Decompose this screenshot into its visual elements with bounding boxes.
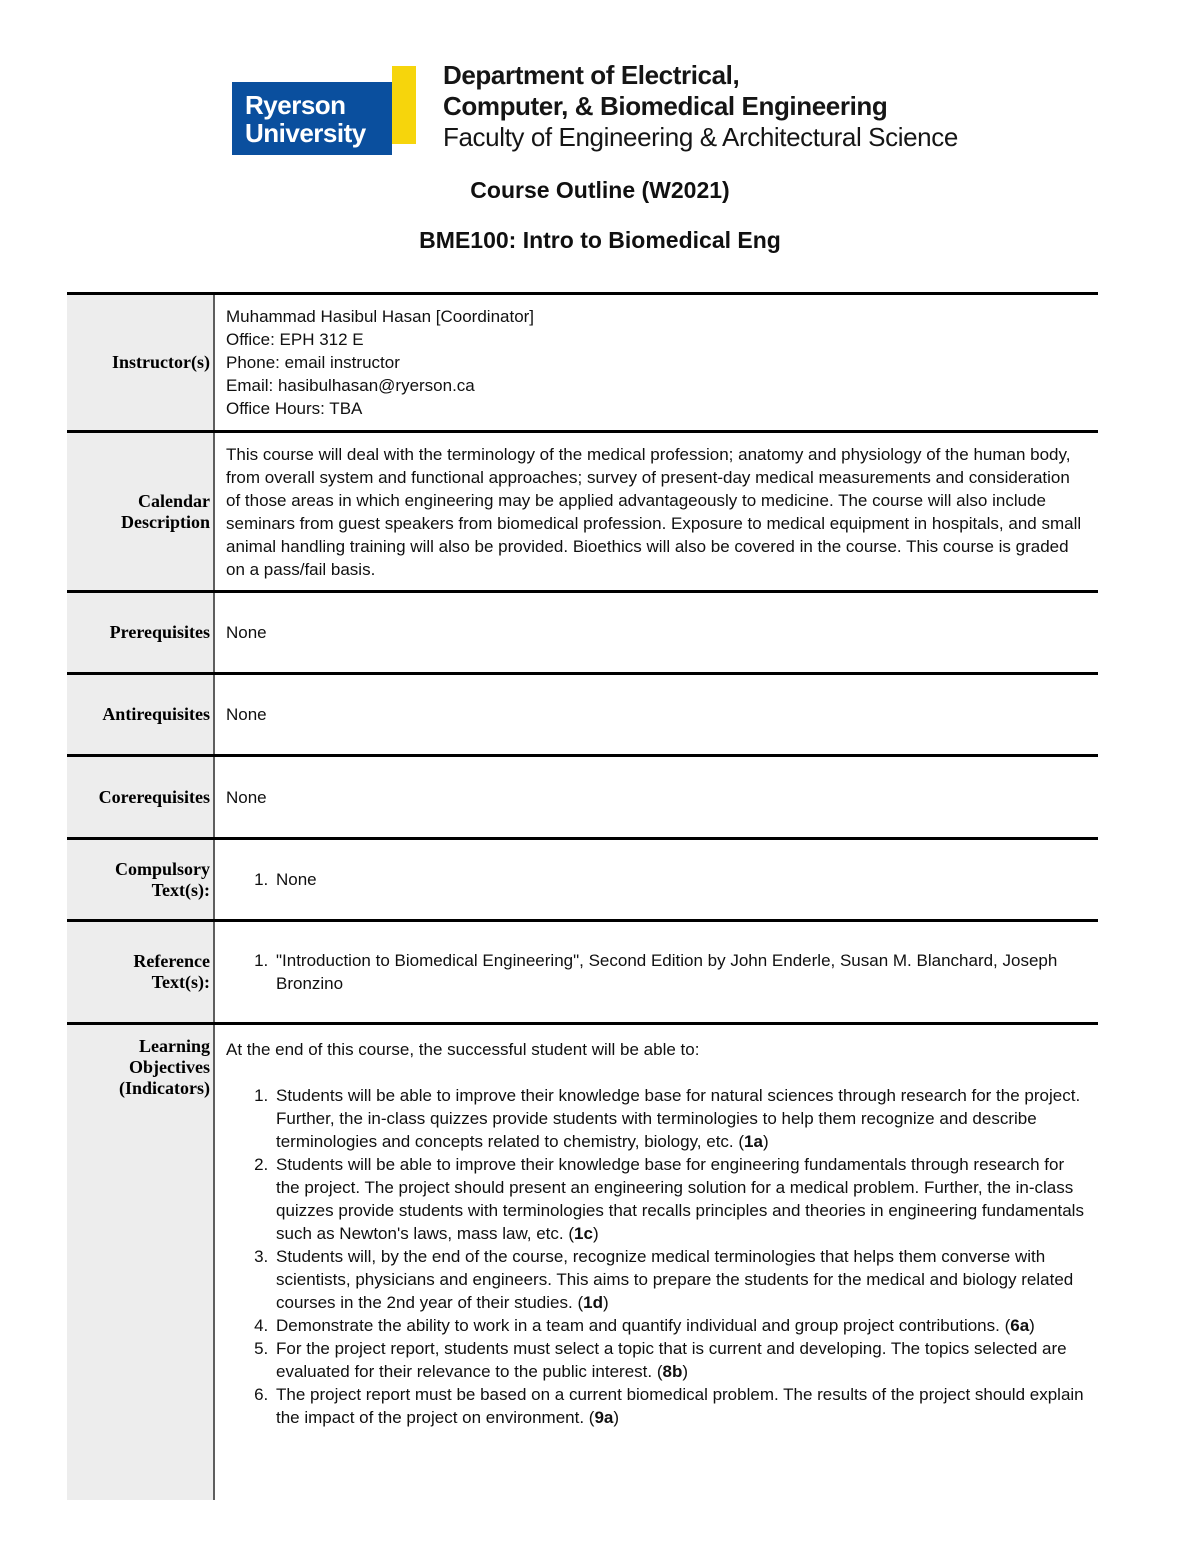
faculty-line: Faculty of Engineering & Architectural Science <box>443 122 958 152</box>
logo-text-line1: Ryerson <box>245 90 346 120</box>
compulsory-texts-label: Compulsory Text(s): <box>67 840 215 919</box>
row-corerequisites <box>67 754 1098 837</box>
prerequisites-label: Prerequisites <box>67 593 215 672</box>
learning-objectives-content <box>215 1025 1098 1500</box>
corerequisites-label: Corerequisites <box>67 757 215 837</box>
department-line2: Computer, & Biomedical Engineering <box>443 91 888 121</box>
row-learning-objectives <box>67 1022 1098 1500</box>
instructor-label: Instructor(s) <box>67 295 215 430</box>
department-header <box>443 60 958 153</box>
course-outline-title: Course Outline (W2021) <box>470 177 730 203</box>
row-antirequisites <box>67 672 1098 754</box>
course-name-title: BME100: Intro to Biomedical Eng <box>419 227 781 253</box>
reference-texts-label: Reference Text(s): <box>67 922 215 1022</box>
reference-texts-list <box>215 922 1098 1022</box>
row-compulsory-texts <box>67 837 1098 919</box>
instructor-details <box>215 295 1098 430</box>
instructor-phone: Phone: email instructor <box>226 353 400 372</box>
row-prerequisites <box>67 590 1098 672</box>
learning-objectives-items: 1. Students will be able to improve their knowledge base for natural sciences through research for the project. Further, the in-class quizzes provide students with terminologies to help them recognize and describe terminologies and concepts related to chemistry, biology, etc. (1a) 2. Students will be able to improve their knowledge base for engineering fundamentals through research for the project. The project should present an engineering solution for a medical problem. Further, the in-class quizzes provide students with terminologies that recalls principles and theories in engineering fundamentals such as Newton's laws, mass law, etc. (1c) 3. Students will, by the end of the course, recognize medical terminologies that helps them converse with scientists, physicians and engineers. This aims to prepare the students for the medical and biology related courses in the 2nd year of their studies. (1d) 4. Demonstrate the ability to work in a team and quantify individual and group project contributions. (6a) 5. For the project report, students must select a topic that is current and developing. The topics selected are evaluated for their relevance to the public interest. (8b) 6. The project report must be based on a current biomedical problem. The results of the project should explain the impact of the project on environment. (9a) <box>226 1084 1084 1429</box>
course-outline-table <box>67 292 1098 1500</box>
antirequisites-label: Antirequisites <box>67 675 215 754</box>
prerequisites-value: None <box>226 623 267 642</box>
compulsory-texts-items: 1. None <box>226 868 1084 891</box>
ryerson-logo <box>232 82 392 155</box>
department-line1: Department of Electrical, <box>443 60 740 90</box>
instructor-office: Office: EPH 312 E <box>226 330 364 349</box>
logo-text-line2: University <box>245 118 366 148</box>
logo-yellow-stripe <box>392 66 416 144</box>
corerequisites-value: None <box>226 787 267 807</box>
learning-objectives-intro: At the end of this course, the successful student will be able to: <box>226 1040 700 1059</box>
instructor-office-hours: Office Hours: TBA <box>226 399 363 418</box>
learning-objectives-label: Learning Objectives (Indicators) <box>67 1025 215 1500</box>
compulsory-texts-list <box>215 840 1098 919</box>
antirequisites-value: None <box>226 705 267 724</box>
row-reference-texts <box>67 919 1098 1022</box>
row-calendar-description <box>67 430 1098 590</box>
instructor-name: Muhammad Hasibul Hasan [Coordinator] <box>226 307 535 326</box>
calendar-description-text: This course will deal with the terminology of the medical profession; anatomy and physiology of the human body, from overall system and functional approaches; survey of present-day medical measurements and consideration of those areas in which engineering may be applied advantageously to medicine. The course will also include seminars from guest speakers from biomedical profession. Exposure to medical equipment in hospitals, and small animal handling training will also be provided. Bioethics will also be covered in the course. This course is graded on a pass/fail basis. <box>226 444 1082 579</box>
calendar-description-label: Calendar Description <box>67 433 215 590</box>
row-instructor <box>67 292 1098 430</box>
reference-texts-items: 1. "Introduction to Biomedical Engineering", Second Edition by John Enderle, Susan M. Blanchard, Joseph Bronzino <box>226 949 1084 995</box>
instructor-email: Email: hasibulhasan@ryerson.ca <box>226 376 475 395</box>
